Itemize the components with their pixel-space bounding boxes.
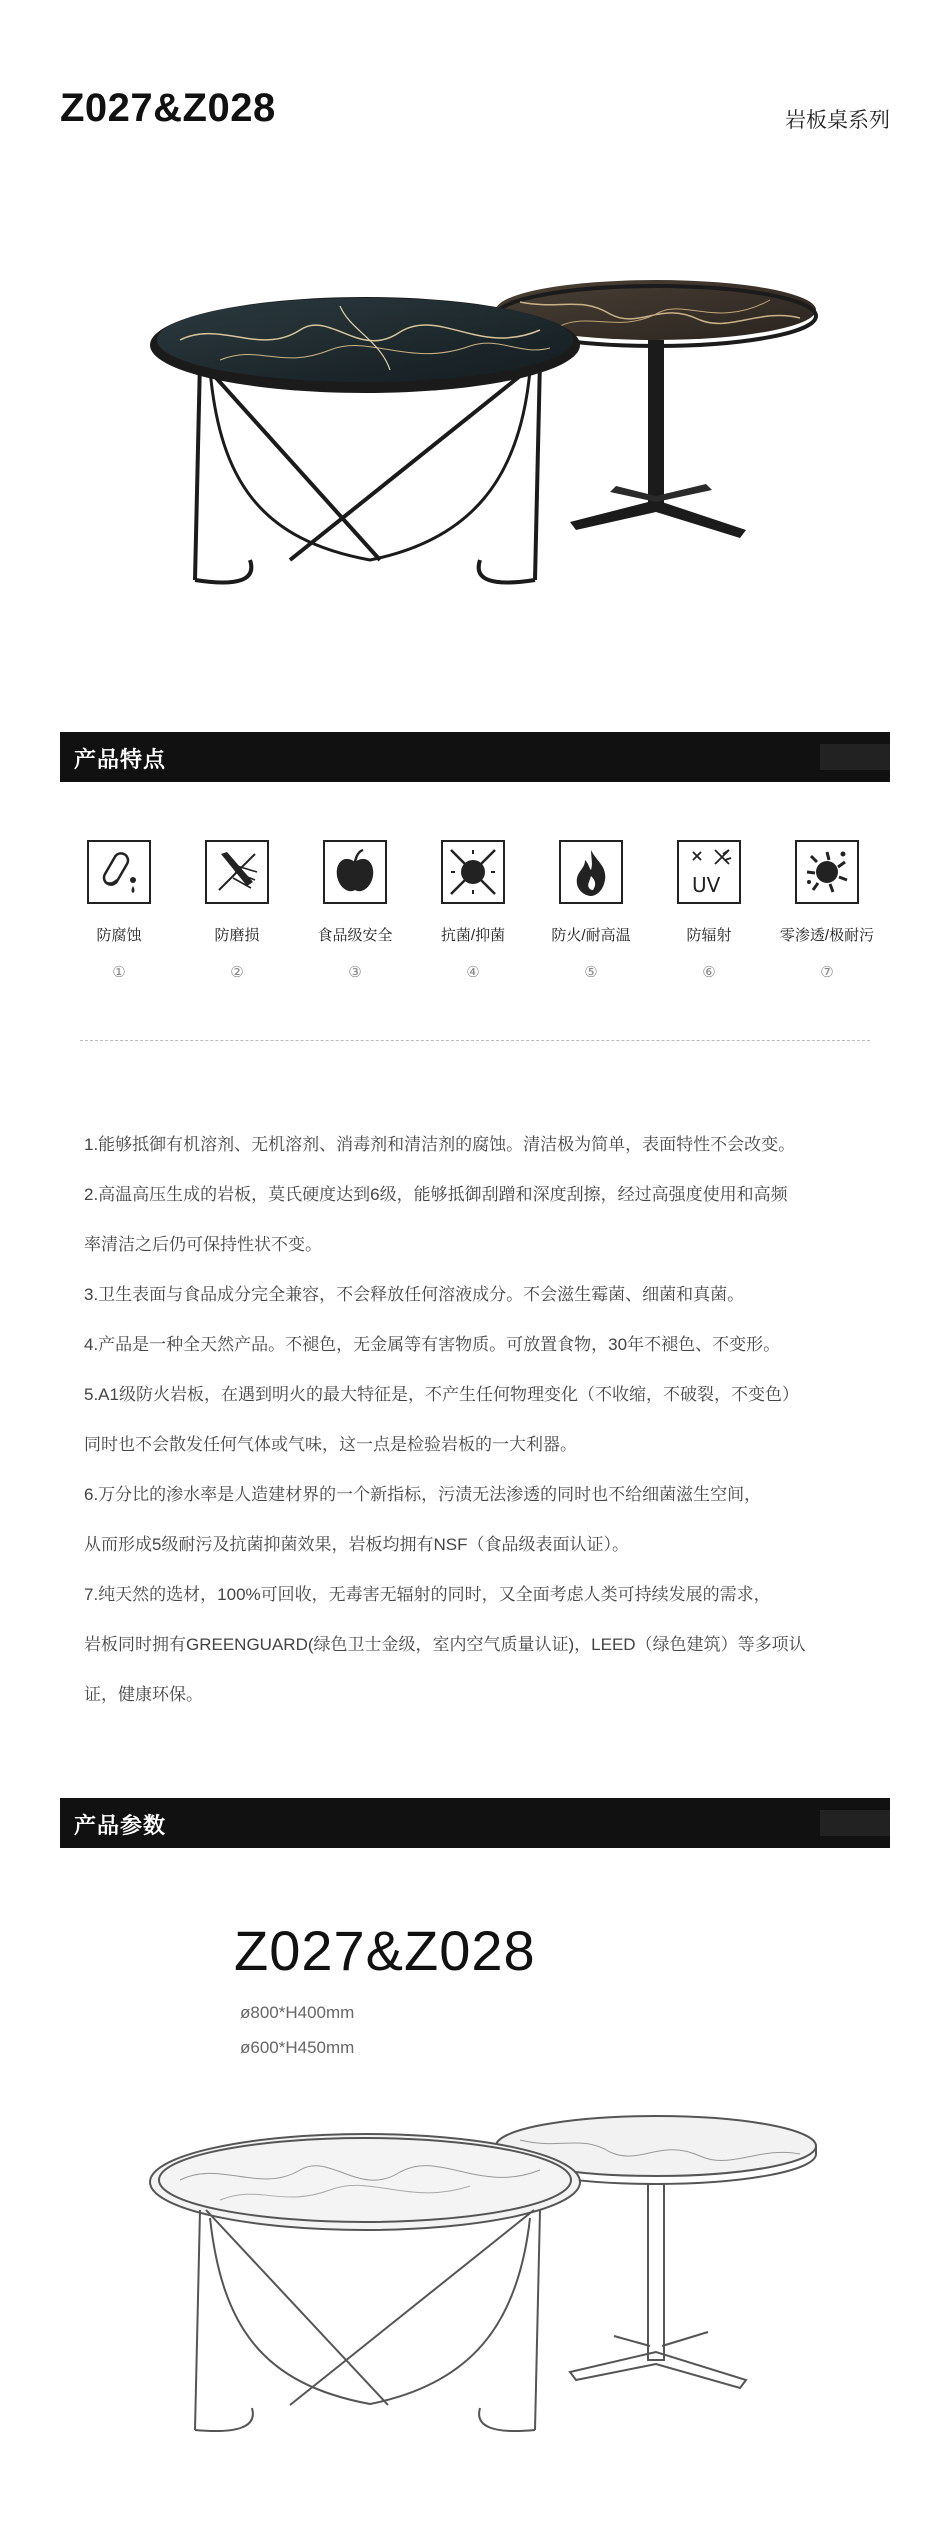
description-line: 2.高温高压生成的岩板，莫氏硬度达到6级，能够抵御刮蹭和深度刮擦，经过高强度使用和高频 bbox=[84, 1185, 788, 1204]
description-line: 6.万分比的渗水率是人造建材界的一个新指标，污渍无法渗透的同时也不给细菌滋生空间， bbox=[84, 1485, 762, 1504]
feature-number: ① bbox=[112, 964, 126, 981]
description-line: 证，健康环保。 bbox=[84, 1685, 203, 1704]
section-bar-tail bbox=[820, 1810, 890, 1836]
feature-item bbox=[650, 840, 768, 981]
product-photo bbox=[140, 260, 840, 600]
dimension-small: ø600*H450mm bbox=[240, 2038, 355, 2057]
feature-item bbox=[414, 840, 532, 981]
model-title: Z027&Z028 bbox=[60, 86, 276, 130]
dimension-large: ø800*H400mm bbox=[240, 2003, 355, 2022]
feature-label: 防腐蚀 bbox=[96, 927, 142, 944]
large-table bbox=[150, 297, 580, 583]
knife-scratch-icon bbox=[205, 840, 269, 904]
feature-description bbox=[84, 1120, 884, 1720]
feature-label: 防火/耐高温 bbox=[551, 927, 631, 944]
features-row bbox=[60, 840, 890, 990]
series-label: 岩板桌系列 bbox=[785, 109, 890, 132]
divider bbox=[80, 1040, 870, 1041]
description-line: 率清洁之后仍可保持性状不变。 bbox=[84, 1235, 322, 1254]
no-bacteria-icon bbox=[441, 840, 505, 904]
feature-item bbox=[768, 840, 886, 981]
feature-number: ⑦ bbox=[820, 964, 834, 981]
features-section-bar bbox=[60, 732, 890, 782]
section-bar-tail bbox=[820, 744, 890, 770]
description-line: 1.能够抵御有机溶剂、无机溶剂、消毒剂和清洁剂的腐蚀。清洁极为简单，表面特性不会改变。 bbox=[84, 1135, 796, 1154]
svg-text:UV: UV bbox=[692, 873, 721, 897]
feature-item bbox=[60, 840, 178, 981]
product-line-drawing bbox=[140, 2100, 840, 2440]
description-line: 从而形成5级耐污及抗菌抑菌效果，岩板均拥有NSF（食品级表面认证）。 bbox=[84, 1535, 629, 1554]
params-section-title: 产品参数 bbox=[74, 1813, 167, 1838]
param-model-title: Z027&Z028 bbox=[234, 1919, 536, 1982]
stain-splash-icon bbox=[795, 840, 859, 904]
corrosion-test-tube-icon bbox=[87, 840, 151, 904]
feature-number: ⑤ bbox=[584, 964, 598, 981]
feature-item bbox=[532, 840, 650, 981]
feature-label: 防辐射 bbox=[686, 927, 732, 944]
features-section-title: 产品特点 bbox=[74, 747, 167, 772]
description-line: 4.产品是一种全天然产品。不褪色，无金属等有害物质。可放置食物，30年不褪色、不变形。 bbox=[84, 1335, 781, 1354]
params-section-bar bbox=[60, 1798, 890, 1848]
feature-label: 零渗透/极耐污 bbox=[779, 927, 875, 944]
description-line: 岩板同时拥有GREENGUARD(绿色卫士金级，室内空气质量认证)，LEED（绿色建筑）等多项认 bbox=[84, 1635, 806, 1654]
feature-label: 抗菌/抑菌 bbox=[440, 927, 506, 944]
description-line: 5.A1级防火岩板，在遇到明火的最大特征是，不产生任何物理变化（不收缩，不破裂，不变色） bbox=[84, 1385, 799, 1404]
description-line: 3.卫生表面与食品成分完全兼容，不会释放任何溶液成分。不会滋生霉菌、细菌和真菌。 bbox=[84, 1285, 745, 1304]
description-line: 同时也不会散发任何气体或气味，这一点是检验岩板的一大利器。 bbox=[84, 1435, 577, 1454]
feature-label: 食品级安全 bbox=[317, 927, 393, 944]
feature-number: ⑥ bbox=[702, 964, 716, 981]
description-line: 7.纯天然的选材，100%可回收，无毒害无辐射的同时，又全面考虑人类可持续发展的需求， bbox=[84, 1585, 771, 1604]
feature-label: 防磨损 bbox=[214, 927, 260, 944]
flame-icon bbox=[559, 840, 623, 904]
feature-item bbox=[296, 840, 414, 981]
feature-number: ② bbox=[230, 964, 244, 981]
apple-icon bbox=[323, 840, 387, 904]
feature-number: ④ bbox=[466, 964, 480, 981]
uv-icon bbox=[677, 840, 741, 904]
feature-item bbox=[178, 840, 296, 981]
feature-number: ③ bbox=[348, 964, 362, 981]
